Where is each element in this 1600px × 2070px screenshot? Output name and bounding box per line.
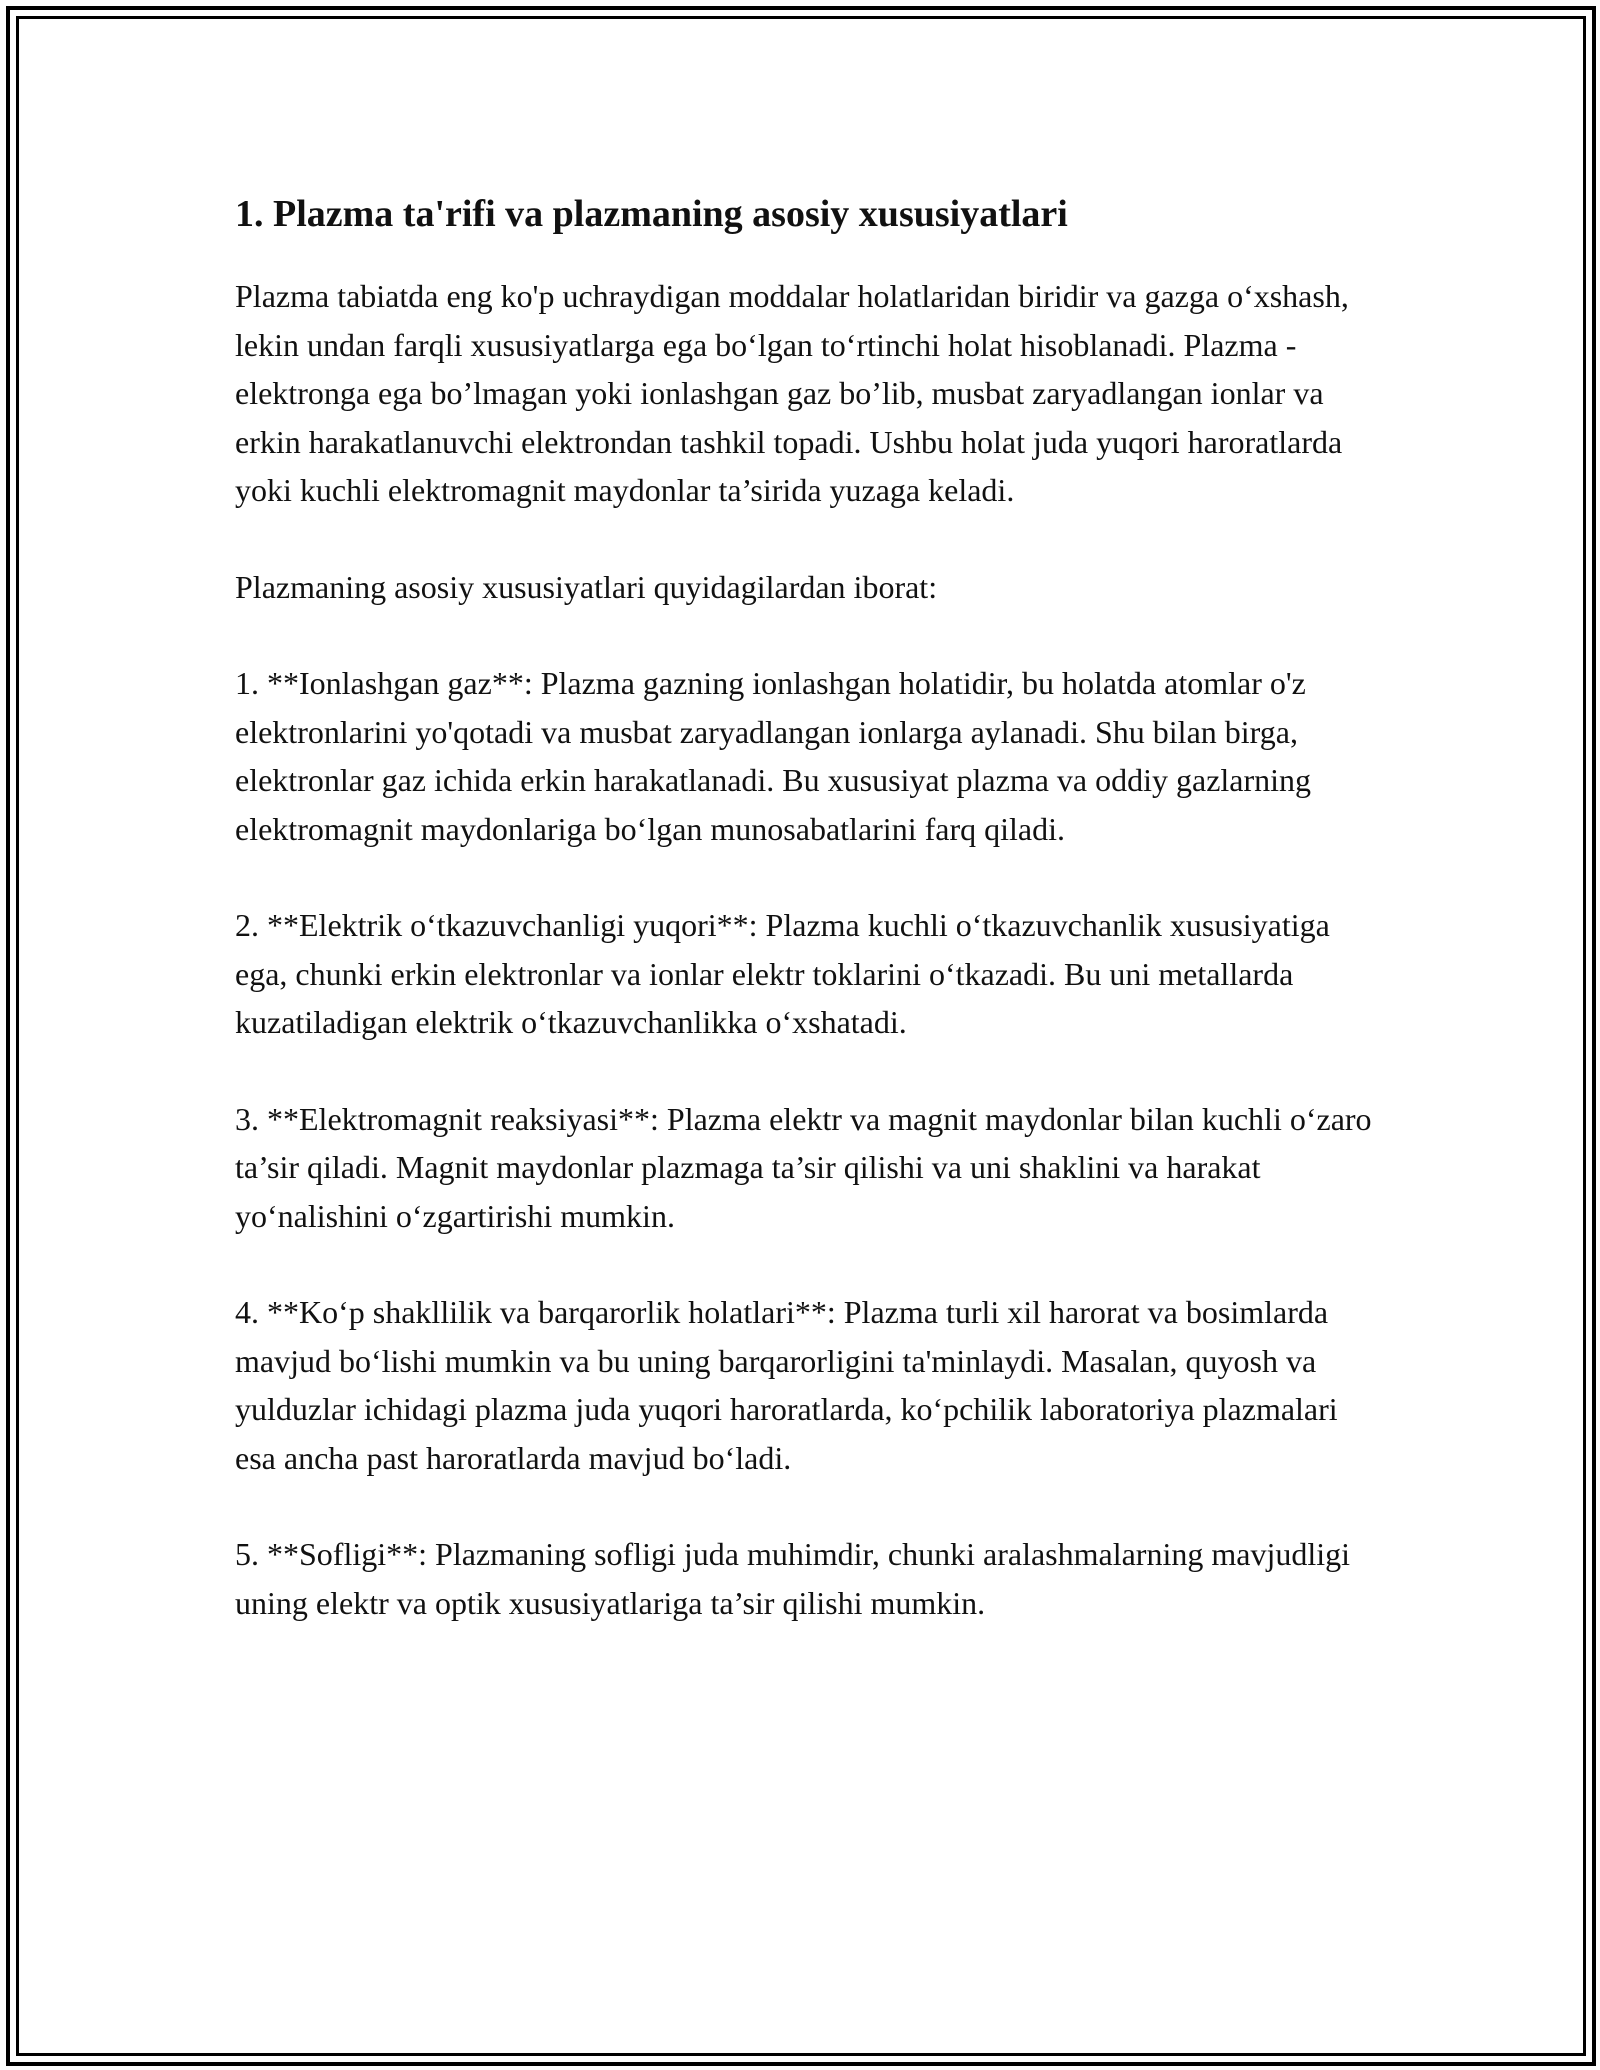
list-item: 3. **Elektromagnit reaksiyasi**: Plazma elektr va magnit maydonlar bilan kuchli o‘zaro ta’sir qiladi. Magnit maydonlar plazmaga ta’sir qilishi va uni shaklini va harakat yo‘nalishini o‘zgartirishi mumkin. [235,1100,1372,1234]
intro-paragraph: Plazma tabiatda eng ko'p uchraydigan moddalar holatlaridan biridir va gazga o‘xshash, lekin undan farqli xususiyatlarga ega bo‘lgan to‘rtinchi holat hisoblanadi. Plazma - elektronga ega bo’lmagan yoki ionlashgan gaz bo’lib, musbat zaryadlangan ionlar va erkin harakatlanuvchi elektrondan tashkil topadi. Ushbu holat juda yuqori haroratlarda yoki kuchli elektromagnit maydonlar ta’sirida yuzaga keladi. [235,278,1349,508]
list-item: 4. **Ko‘p shakllilik va barqarorlik holatlari**: Plazma turli xil harorat va bosimlarda mavjud bo‘lishi mumkin va bu uning barqarorligini ta'minlaydi. Masalan, quyosh va yulduzlar ichidagi plazma juda yuqori haroratlarda, ko‘pchilik laboratoriya plazmalari esa ancha past haroratlarda mavjud bo‘ladi. [235,1294,1338,1476]
document-title: 1. Plazma ta'rifi va plazmaning asosiy xususiyatlari [235,193,1068,235]
list-item: 2. **Elektrik o‘tkazuvchanligi yuqori**: Plazma kuchli o‘tkazuvchanlik xususiyatiga ega, chunki erkin elektronlar va ionlar elektr toklarini o‘tkazadi. Bu uni metallarda kuzatiladigan elektrik o‘tkazuvchanlikka o‘xshatadi. [235,907,1330,1040]
list-item: 5. **Sofligi**: Plazmaning sofligi juda muhimdir, chunki aralashmalarning mavjudligi uning elektr va optik xususiyatlariga ta’sir qilishi mumkin. [235,1536,1350,1621]
document-body [235,186,1375,1627]
list-item: 1. **Ionlashgan gaz**: Plazma gazning ionlashgan holatidir, bu holatda atomlar o'z elektronlarini yo'qotadi va musbat zaryadlangan ionlarga aylanadi. Shu bilan birga, elektronlar gaz ichida erkin harakatlanadi. Bu xususiyat plazma va oddiy gazlarning elektromagnit maydonlariga bo‘lgan munosabatlarini farq qiladi. [235,665,1312,847]
lead-paragraph: Plazmaning asosiy xususiyatlari quyidagilardan iborat: [235,568,938,605]
